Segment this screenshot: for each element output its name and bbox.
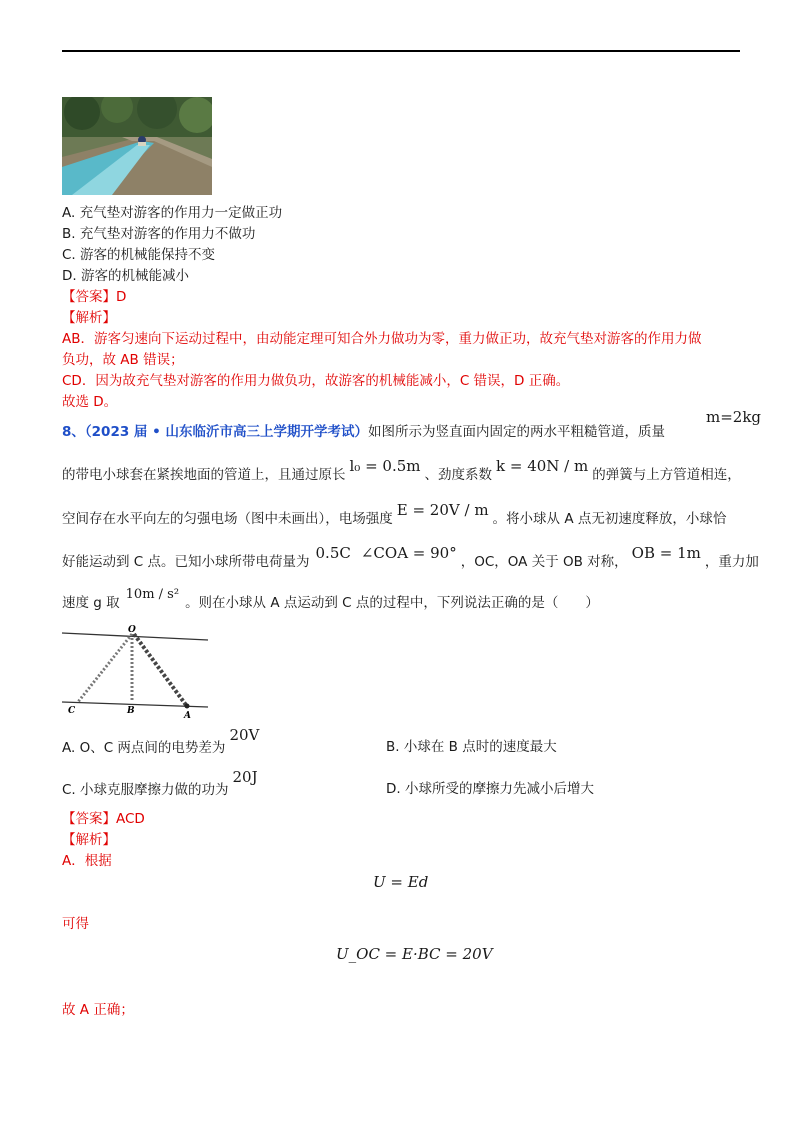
q8-line2 [62,457,741,485]
q8-line5-a: 速度 g 取 [62,595,120,611]
q8-option-c-text: C. 小球克服摩擦力做的功为 [62,782,229,798]
q8-OB: OB = 1m [631,544,701,562]
q8-line2-b: 、劲度系数 [424,467,492,483]
q8-line3 [62,501,727,529]
q8-g: 10m / s² [125,587,180,602]
q8-line3-b: 。将小球从 A 点无初速度释放，小球恰 [492,511,727,527]
q8-angle: ∠COA = 90° [360,544,457,562]
label-C: C [68,706,76,716]
q8-kede: 可得 [62,916,89,932]
q8-option-c [62,768,258,800]
spring-OC [78,634,132,702]
q8-option-a-text: A. O、C 两点间的电势差为 [62,740,226,756]
q8-line2-c: 的弹簧与上方管道相连， [592,467,741,483]
equation-UOC: U_OC = E·BC = 20V [336,945,493,963]
ball [185,704,190,709]
q7-analysis-label: 【解析】 [62,310,116,326]
water-slide-photo [62,97,212,195]
q8-line4 [62,544,759,572]
q8-option-b: B. 小球在 B 点时的速度最大 [386,739,557,755]
q7-analysis-line3: CD．因为故充气垫对游客的作用力做负功，故游客的机械能减小，C 错误，D 正确。 [62,373,570,389]
q8-l0: l₀ = 0.5m [349,457,421,475]
q8-conclusion: 故 A 正确； [62,1002,134,1018]
q8-answer: 【答案】ACD [62,811,145,827]
q8-line4-a: 好能运动到 C 点。已知小球所带电荷量为 [62,554,310,570]
q8-E: E = 20V / m [396,501,489,519]
q8-option-c-value: 20J [232,768,258,786]
q8-line3-a: 空间存在水平向左的匀强电场（图中未画出），电场强度 [62,511,393,527]
q8-line1-text: 如图所示为竖直面内固定的两水平粗糙管道，质量 [367,424,665,440]
q8-option-a-value: 20V [229,726,260,744]
q8-charge: 0.5C [315,544,351,562]
q7-option-b: B. 充气垫对游客的作用力不做功 [62,226,256,242]
q8-line4-c: ，重力加 [704,554,759,570]
q7-answer: 【答案】D [62,289,127,305]
pipe-spring-diagram [60,620,210,722]
label-O: O [128,625,136,635]
spring-OA [134,634,186,705]
q7-analysis-line1: AB．游客匀速向下运动过程中，由动能定理可知合外力做功为零，重力做正功，故充气垫对游客的作用力做 [62,331,702,347]
q8-line4-b: ，OC，OA 关于 OB 对称， [460,554,628,570]
q7-option-d: D. 游客的机械能减小 [62,268,189,284]
q8-line2-a: 的带电小球套在紧挨地面的管道上，且通过原长 [62,467,346,483]
q7-analysis-line2: 负功，故 AB 错误； [62,352,184,368]
q7-option-a: A. 充气垫对游客的作用力一定做正功 [62,205,283,221]
q8-line5-b: 。则在小球从 A 点运动到 C 点的过程中，下列说法正确的是（ ） [185,595,599,611]
q8-source: （2023 届 • 山东临沂市高三上学期开学考试） [84,424,368,440]
q8-option-d: D. 小球所受的摩擦力先减小后增大 [386,781,594,797]
q8-number: 8、 [62,424,85,440]
q8-line5 [62,587,599,614]
q8-k: k = 40N / m [496,457,589,475]
header-rule [62,50,740,52]
q8-option-a [62,726,260,758]
label-B: B [127,706,135,716]
q8-mass: m=2kg [706,408,762,426]
label-A: A [184,711,191,721]
q8-analysis-label: 【解析】 [62,832,116,848]
equation-U-Ed: U = Ed [373,873,429,891]
q8-analysis-a: A．根据 [62,853,112,869]
q8-line1 [62,422,665,442]
q7-option-c: C. 游客的机械能保持不变 [62,247,216,263]
q7-analysis-line4: 故选 D。 [62,394,118,410]
